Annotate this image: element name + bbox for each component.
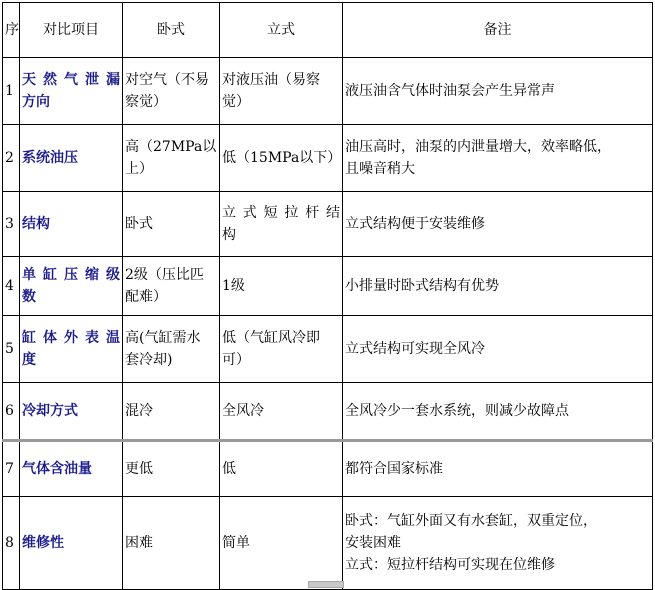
table-row: [3, 383, 653, 441]
row-horizontal-line: 高（27MPa以: [125, 139, 217, 155]
header-row: [3, 3, 653, 58]
row-item-line: 天然气泄漏: [22, 72, 120, 88]
row-vertical: [220, 316, 343, 383]
header-vertical: 立式: [220, 3, 343, 58]
row-item-line: 方向: [22, 94, 50, 110]
row-vertical: [220, 58, 343, 125]
row-item-line: 维修性: [22, 535, 64, 551]
row-item-line: 气体含油量: [22, 461, 92, 477]
row-item: [20, 316, 123, 383]
row-item-line: 缸体外表温: [22, 330, 120, 346]
row-item: [20, 58, 123, 125]
table-row: [3, 192, 653, 257]
row-item: [20, 192, 123, 257]
row-vertical: [220, 192, 343, 257]
row-note-line: 且噪音稍大: [345, 161, 415, 177]
row-vertical: [220, 497, 343, 590]
table-row: [3, 125, 653, 192]
row-note-line: 都符合国家标准: [345, 461, 443, 477]
header-note: 备注: [343, 3, 653, 58]
row-horizontal-line: 配难）: [125, 289, 167, 305]
row-horizontal-line: 察觉）: [125, 94, 167, 110]
row-vertical-line: 觉）: [222, 94, 250, 110]
row-item: [20, 383, 123, 441]
row-vertical-line: 可）: [222, 352, 250, 368]
row-index: 8: [3, 497, 20, 590]
row-horizontal-line: 困难: [125, 535, 153, 551]
row-horizontal: [123, 192, 220, 257]
row-vertical-line: 全风冷: [222, 403, 264, 419]
row-index: 1: [3, 58, 20, 125]
row-horizontal-line: 混冷: [125, 403, 153, 419]
row-horizontal-line: 上）: [125, 161, 153, 177]
row-note-line: 立式结构便于安装维修: [345, 216, 485, 232]
table-row: [3, 441, 653, 497]
row-item: [20, 497, 123, 590]
row-horizontal-line: 更低: [125, 461, 153, 477]
row-vertical: [220, 257, 343, 316]
row-vertical-line: 1级: [222, 278, 245, 294]
header-index: 序: [3, 3, 20, 58]
row-vertical-line: 对液压油（易察: [222, 72, 320, 88]
row-note: [343, 257, 653, 316]
row-item-line: 系统油压: [22, 150, 78, 166]
row-vertical-line: 构: [222, 227, 236, 243]
row-note-line: 液压油含气体时油泵会产生异常声: [345, 83, 555, 99]
table-row: [3, 316, 653, 383]
row-index: 2: [3, 125, 20, 192]
row-note-line: 全风冷少一套水系统，则减少故障点: [345, 403, 569, 419]
comparison-table: [2, 2, 653, 590]
row-vertical: [220, 125, 343, 192]
row-note: [343, 497, 653, 590]
row-note-line: 安装困难: [345, 535, 401, 551]
row-item-line: 度: [22, 352, 36, 368]
row-index: 7: [3, 441, 20, 497]
row-index: 3: [3, 192, 20, 257]
row-item: [20, 441, 123, 497]
row-horizontal: [123, 125, 220, 192]
row-index: 4: [3, 257, 20, 316]
row-note: [343, 125, 653, 192]
row-horizontal: [123, 58, 220, 125]
row-horizontal: [123, 497, 220, 590]
row-horizontal-line: 对空气（不易: [125, 72, 209, 88]
row-item-line: 冷却方式: [22, 403, 78, 419]
row-note-line: 卧式：气缸外面又有水套缸，双重定位，: [345, 513, 597, 529]
row-vertical-line: 低（15MPa以下）: [222, 150, 342, 166]
row-item: [20, 257, 123, 316]
table-row: [3, 497, 653, 590]
scrollbar-handle[interactable]: [308, 581, 344, 588]
header-horizontal: 卧式: [123, 3, 220, 58]
row-note: [343, 58, 653, 125]
row-horizontal-line: 高(气缸需水: [125, 330, 201, 346]
header-item: 对比项目: [20, 3, 123, 58]
row-horizontal-line: 2级（压比匹: [125, 267, 204, 283]
row-index: 6: [3, 383, 20, 441]
row-note-line: 小排量时卧式结构有优势: [345, 278, 499, 294]
row-vertical-line: 低（气缸风冷即: [222, 330, 320, 346]
row-item-line: 结构: [22, 216, 50, 232]
row-item-line: 单缸压缩级: [22, 267, 120, 283]
row-horizontal: [123, 441, 220, 497]
row-horizontal: [123, 257, 220, 316]
row-note-line: 立式结构可实现全风冷: [345, 341, 485, 357]
row-vertical: [220, 383, 343, 441]
row-note-line: 油压高时，油泵的内泄量增大，效率略低，: [345, 139, 611, 155]
row-vertical: [220, 441, 343, 497]
row-horizontal-line: 卧式: [125, 216, 153, 232]
row-note: [343, 441, 653, 497]
row-note: [343, 316, 653, 383]
table-row: [3, 257, 653, 316]
row-vertical-line: 低: [222, 461, 236, 477]
row-item-line: 数: [22, 289, 36, 305]
row-note: [343, 192, 653, 257]
row-note-line: 立式：短拉杆结构可实现在位维修: [345, 557, 555, 573]
row-item: [20, 125, 123, 192]
row-horizontal: [123, 383, 220, 441]
row-horizontal-line: 套冷却): [125, 352, 173, 368]
row-vertical-line: 简单: [222, 535, 250, 551]
row-index: 5: [3, 316, 20, 383]
table-row: [3, 58, 653, 125]
row-note: [343, 383, 653, 441]
row-horizontal: [123, 316, 220, 383]
row-vertical-line: 立式短拉杆结: [222, 205, 340, 221]
